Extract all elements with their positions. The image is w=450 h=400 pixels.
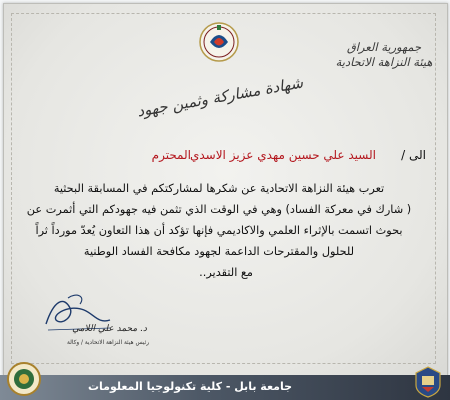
- integrity-commission-emblem-icon: [194, 20, 244, 64]
- authority-heading: [330, 40, 438, 70]
- body-line: بحوث اتسمت بالإثراء العلمي والاكاديمي فإنها تؤكد أن هذا التعاون يُعدّ مورداً ثراً: [35, 224, 403, 237]
- body-line: تعرب هيئة النزاهة الاتحادية عن شكرها لمشاركتكم في المسابقة البحثية: [53, 182, 385, 195]
- salutation-to: الى /: [401, 148, 426, 162]
- signatory-role: رئيس هيئة النزاهة الاتحادية / وكالة: [66, 340, 150, 346]
- footer-text: جامعة بابل - كلية تكنولوجيا المعلومات: [87, 380, 293, 393]
- signatory-name: د. محمد علي اللامي: [72, 324, 147, 334]
- body-line: للحلول والمقترحات الداعمة لجهود مكافحة الفساد الوطنية: [83, 245, 355, 258]
- university-logo-icon: [6, 361, 42, 397]
- body-line: ( شارك في معركة الفساد) وهي في الوقت الذي تثمن فيه جهودكم التي أثمرت عن: [26, 203, 412, 216]
- authority-line-commission: هيئة النزاهة الاتحادية: [335, 55, 433, 69]
- recipient-name: السيد علي حسين مهدي عزيز الاسدي: [189, 148, 376, 162]
- closing-text: مع التقدير..: [199, 266, 253, 279]
- college-logo-icon: [412, 365, 444, 399]
- certificate-title: شهادة مشاركة وثمين جهود: [135, 73, 305, 121]
- recipient-honorific: المحترم: [151, 148, 191, 162]
- certificate-body: [10, 178, 428, 283]
- authority-line-country: جمهورية العراق: [346, 40, 422, 54]
